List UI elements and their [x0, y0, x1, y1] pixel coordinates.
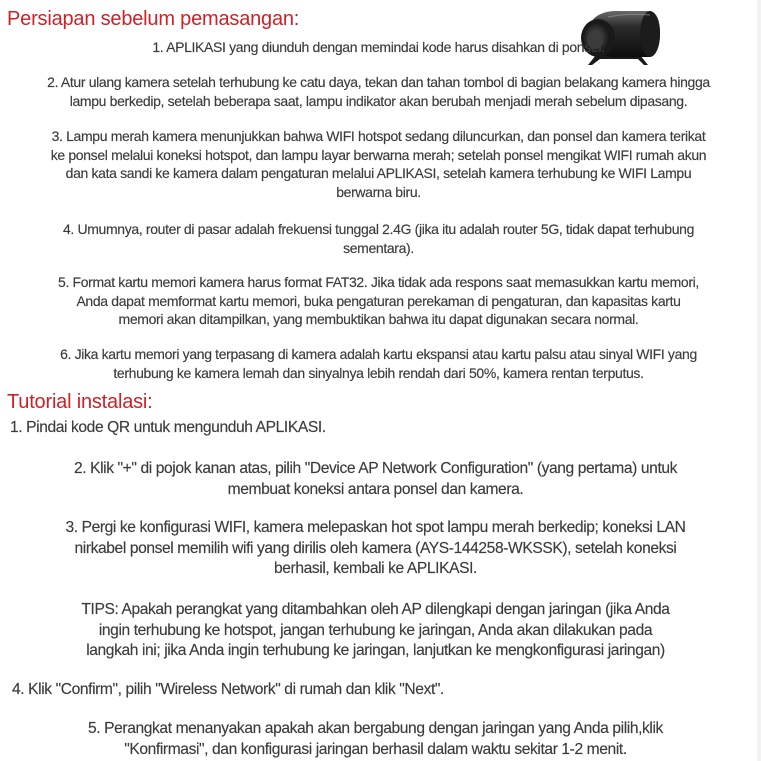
- tutorial-step-1: [10, 418, 761, 439]
- line: "Konfirmasi", dan konfigurasi jaringan berhasil dalam waktu sekitar 1-2 menit.: [124, 740, 627, 758]
- preparation-item-1: [0, 38, 757, 57]
- line: 2. Atur ulang kamera setelah terhubung ke catu daya, tekan dan tahan tombol di bagian belakang kamera hingga: [47, 74, 710, 90]
- line: ingin terhubung ke hotspot, jangan terhubung ke jaringan, Anda akan dilakukan pada: [98, 621, 653, 639]
- preparation-item-4: [0, 220, 757, 257]
- line: memori akan ditampilkan, yang membuktikan bahwa itu dapat digunakan secara normal.: [118, 311, 639, 327]
- tutorial-step-5: [0, 719, 754, 760]
- line: 4. Umumnya, router di pasar adalah frekuensi tunggal 2.4G (jika itu adalah router 5G, tidak dapat terhubung: [62, 221, 695, 237]
- line: dan kata sandi ke kamera dalam pengaturan melalui APLIKASI, setelah kamera terhubung ke WIFI Lampu: [65, 165, 692, 181]
- tutorial-step-3: [0, 518, 754, 580]
- line: 5. Perangkat menanyakan apakah akan bergabung dengan jaringan yang Anda pilih,klik: [88, 720, 663, 737]
- preparation-item-2: [0, 73, 757, 110]
- tutorial-heading: Tutorial instalasi:: [7, 391, 153, 413]
- line: ke ponsel melalui koneksi hotspot, dan lampu layar berwarna merah; setelah ponsel mengikat WIFI rumah akun: [50, 146, 707, 163]
- preparation-item-3: [0, 127, 757, 201]
- line: sementara).: [343, 239, 414, 256]
- tutorial-step-4: [12, 680, 761, 701]
- line: lampu berkedip, setelah beberapa saat, lampu indikator akan berubah menjadi merah sebelum dipasang.: [69, 92, 688, 109]
- line: TIPS: Apakah perangkat yang ditambahkan oleh AP dilengkapi dengan jaringan (jika Anda: [81, 601, 670, 618]
- line: 3. Pergi ke konfigurasi WIFI, kamera melepaskan hot spot lampu merah berkedip; koneksi LAN: [65, 519, 686, 536]
- tutorial-tips: [0, 600, 754, 662]
- preparation-item-5: [0, 273, 757, 329]
- line: 3. Lampu merah kamera menunjukkan bahwa WIFI hotspot sedang diluncurkan, dan ponsel dan kamera terikat: [51, 128, 706, 144]
- tutorial-step-2: [0, 459, 754, 500]
- preparation-item-6: [0, 345, 757, 382]
- right-edge-strip: [757, 0, 761, 761]
- line: membuat koneksi antara ponsel dan kamera.: [227, 480, 524, 498]
- line: Anda dapat memformat kartu memori, buka pengaturan perekaman di pengaturan, dan kapasitas kartu: [76, 292, 681, 309]
- line: 6. Jika kartu memori yang terpasang di kamera adalah kartu ekspansi atau kartu palsu atau sinyal WIFI yang: [60, 346, 697, 362]
- preparation-heading: Persiapan sebelum pemasangan:: [7, 8, 300, 30]
- line: nirkabel ponsel memilih wifi yang dirilis oleh kamera (AYS-144258-WKSSK), setelah koneksi: [74, 539, 677, 557]
- line: berwarna biru.: [336, 183, 421, 200]
- line: langkah ini; jika Anda ingin terhubung ke jaringan, lanjutkan ke mengkonfigurasi jaringan): [86, 642, 665, 659]
- line: 5. Format kartu memori kamera harus format FAT32. Jika tidak ada respons saat memasukkan kartu memori,: [58, 274, 699, 290]
- line: berhasil, kembali ke APLIKASI.: [274, 560, 477, 577]
- line: 1. APLIKASI yang diunduh dengan memindai kode harus disahkan di ponsel.: [152, 39, 605, 55]
- line: terhubung ke kamera lemah dan sinyalnya lebih rendah dari 50%, kamera rentan terputus.: [113, 364, 644, 381]
- line: 4. Klik "Confirm", pilih "Wireless Network" di rumah dan klik "Next".: [12, 681, 444, 698]
- line: 1. Pindai kode QR untuk mengunduh APLIKASI.: [10, 419, 326, 436]
- line: 2. Klik "+" di pojok kanan atas, pilih "Device AP Network Configuration" (yang pertama) untuk: [73, 460, 678, 477]
